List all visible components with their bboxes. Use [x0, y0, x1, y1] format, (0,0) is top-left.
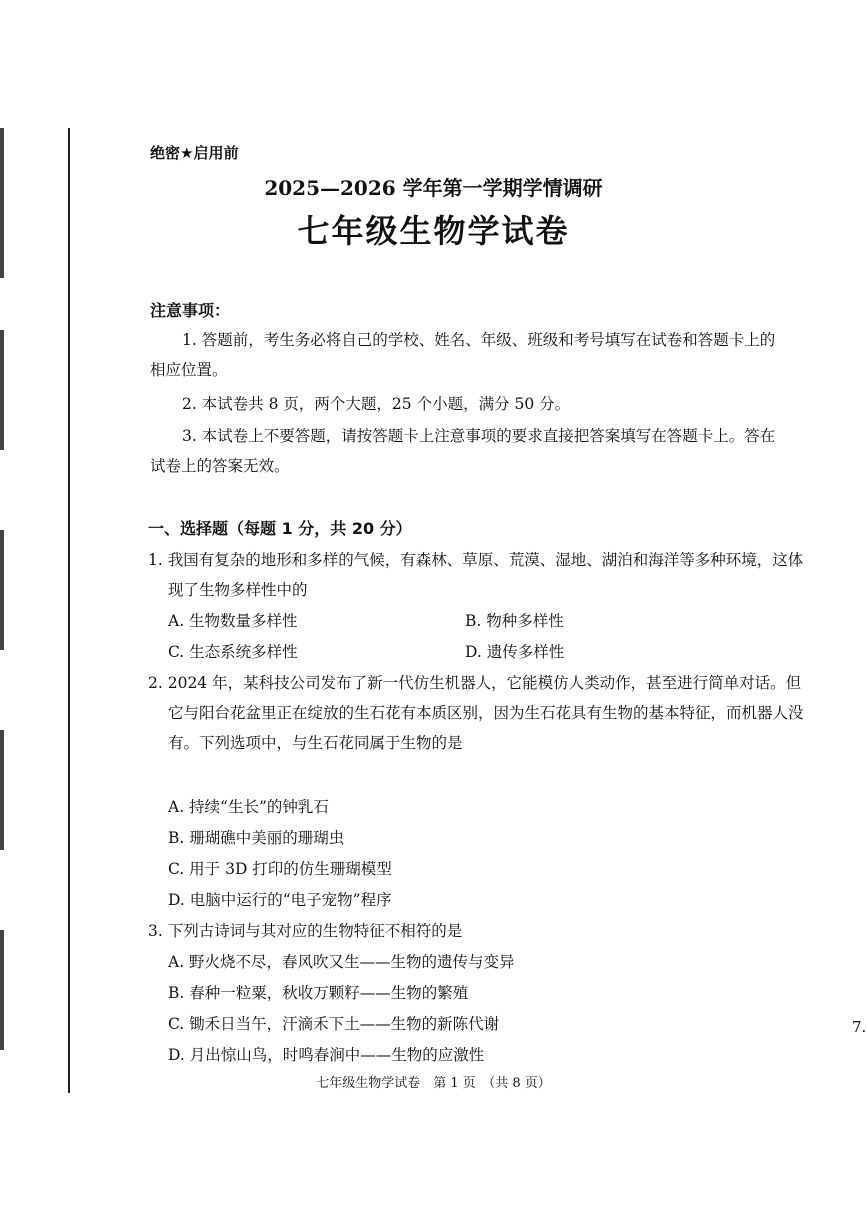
- question-option: A. 野火烧不尽，春风吹又生——生物的遗传与变异: [168, 953, 515, 971]
- page-footer: 七年级生物学试卷 第 1 页 （共 8 页）: [316, 1076, 551, 1091]
- notice-item: 2. 本试卷共 8 页，两个大题，25 个小题，满分 50 分。: [182, 395, 571, 413]
- binding-line: [0, 730, 4, 850]
- binding-line: [0, 128, 4, 278]
- notice-item: 1. 答题前，考生务必将自己的学校、姓名、年级、班级和考号填写在试卷和答题卡上的相应位置。: [150, 331, 776, 379]
- question-option: B. 物种多样性: [465, 612, 564, 630]
- question-option: D. 遗传多样性: [465, 643, 565, 661]
- binding-line: [0, 930, 4, 1050]
- question-option: C. 用于 3D 打印的仿生珊瑚模型: [168, 860, 392, 878]
- next-page-question-number: 7.: [852, 1018, 867, 1036]
- question-option: B. 春种一粒粟，秋收万颗籽——生物的繁殖: [168, 984, 469, 1002]
- question-stem: 1. 我国有复杂的地形和多样的气候，有森林、草原、荒漠、湿地、湖泊和海洋等多种环境，这体现了生物多样性中的: [148, 551, 804, 599]
- secret-label: 绝密★启用前: [150, 144, 239, 162]
- question-option: C. 锄禾日当午，汗滴禾下土——生物的新陈代谢: [168, 1015, 500, 1033]
- question-option: A. 生物数量多样性: [168, 612, 298, 630]
- question-stem: 3. 下列古诗词与其对应的生物特征不相符的是: [148, 922, 463, 940]
- question-option: B. 珊瑚礁中美丽的珊瑚虫: [168, 829, 345, 847]
- binding-line: [0, 330, 4, 450]
- question-option: A. 持续“生长”的钟乳石: [168, 798, 329, 816]
- notice-item: 3. 本试卷上不要答题，请按答题卡上注意事项的要求直接把答案填写在答题卡上。答在试卷上的答案无效。: [150, 427, 776, 475]
- question-option: D. 电脑中运行的“电子宠物”程序: [168, 891, 392, 909]
- margin-line: [68, 128, 70, 1093]
- question-option: C. 生态系统多样性: [168, 643, 298, 661]
- section-heading: 一、选择题（每题 1 分，共 20 分）: [148, 519, 412, 538]
- notice-heading: 注意事项：: [150, 301, 231, 320]
- exam-title: 七年级生物学试卷: [297, 212, 570, 250]
- exam-year-line: 2025—2026 学年第一学期学情调研: [264, 176, 603, 200]
- question-option: D. 月出惊山鸟，时鸣春涧中——生物的应激性: [168, 1046, 485, 1064]
- binding-line: [0, 530, 4, 650]
- question-stem: 2. 2024 年，某科技公司发布了新一代仿生机器人，它能模仿人类动作，甚至进行简单对话。但它与阳台花盆里正在绽放的生石花有本质区别，因为生石花具有生物的基本特征，而机器人没有。下列选项中，与生石花同属于生物的是: [148, 674, 804, 752]
